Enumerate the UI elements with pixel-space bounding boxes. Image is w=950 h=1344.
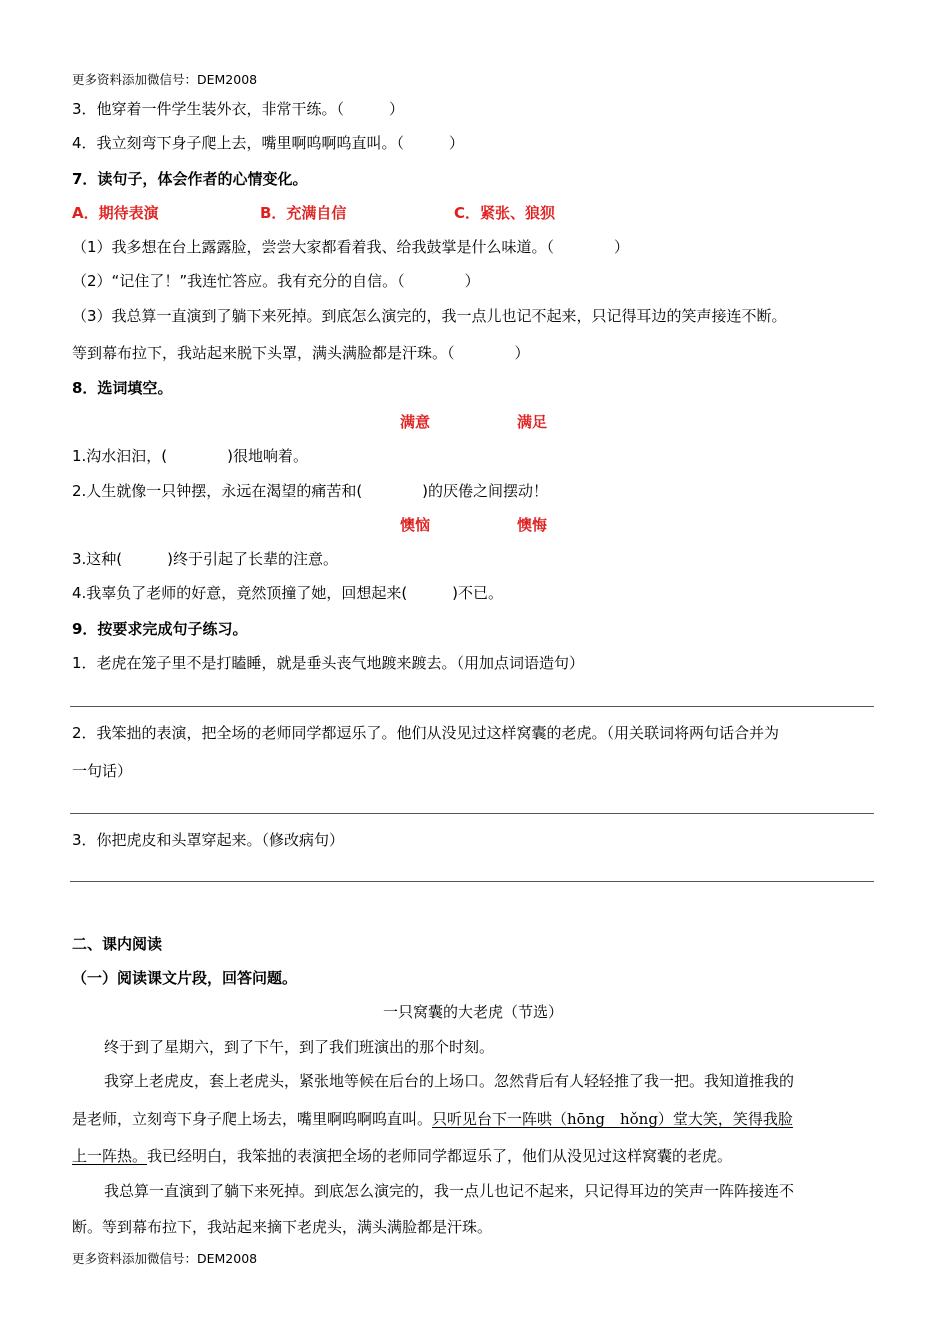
q7-title: 7．读句子，体会作者的心情变化。 — [72, 170, 308, 188]
q6-item-3: 3．他穿着一件学生装外衣，非常干练。（ ） — [72, 100, 405, 118]
q9-item-3: 3．你把虎皮和头罩穿起来。（修改病句） — [72, 831, 345, 849]
q8-item-2: 2.人生就像一只钟摆，永远在渴望的痛苦和( )的厌倦之间摆动！ — [72, 482, 549, 500]
q7-item-3-cont: 等到幕布拉下，我站起来脱下头罩，满头满脸都是汗珠。（ ） — [72, 344, 530, 362]
q7-item-1: （1）我多想在台上露露脸，尝尝大家都看着我、给我鼓掌是什么味道。（ ） — [72, 238, 630, 256]
passage-p2-line3 — [72, 1146, 874, 1166]
passage-p3-line1: 我总算一直演到了躺下来死掉。到底怎么演完的，我一点儿也记不起来，只记得耳边的笑声一阵阵接连不 — [104, 1182, 795, 1200]
q8-item-4: 4.我辜负了老师的好意，竟然顶撞了她，回想起来( )不已。 — [72, 584, 504, 602]
q6-item-4: 4．我立刻弯下身子爬上去，嘴里啊呜啊呜直叫。（ ） — [72, 134, 465, 152]
q8-title: 8．选词填空。 — [72, 379, 173, 397]
answer-line-1[interactable] — [70, 706, 874, 707]
q9-item-2-cont: 一句话） — [72, 762, 133, 780]
q8-word-manzu: 满足 — [517, 413, 548, 431]
q9-item-2: 2．我笨拙的表演，把全场的老师同学都逗乐了。他们从没见过这样窝囊的老虎。（用关联词将两句话合并为 — [72, 724, 780, 742]
passage-p3-line2: 断。等到幕布拉下，我站起来摘下老虎头，满头满脸都是汗珠。 — [72, 1218, 493, 1236]
answer-line-3[interactable] — [70, 881, 874, 882]
passage-p1: 终于到了星期六，到了下午，到了我们班演出的那个时刻。 — [104, 1038, 495, 1056]
q9-item-1: 1．老虎在笼子里不是打瞌睡，就是垂头丧气地踱来踱去。（用加点词语造句） — [72, 654, 585, 672]
q8-word-aonao: 懊恼 — [400, 516, 431, 534]
section-subheading: （一）阅读课文片段，回答问题。 — [72, 969, 298, 987]
q7-option-c: C．紧张、狼狈 — [454, 204, 556, 222]
q8-item-3: 3.这种( )终于引起了长辈的注意。 — [72, 550, 339, 568]
watermark-bottom: 更多资料添加微信号：DEM2008 — [72, 1251, 258, 1266]
q7-option-b: B．充满自信 — [260, 204, 347, 222]
passage-underlined-sentence: 只听见台下一阵哄（hōng hǒng）堂大笑，笑得我脸 — [432, 1110, 793, 1128]
passage-p2-line3-plain: 我已经明白，我笨拙的表演把全场的老师同学都逗乐了，他们从没见过这样窝囊的老虎。 — [147, 1147, 733, 1165]
q7-item-3: （3）我总算一直演到了躺下来死掉。到底怎么演完的，我一点儿也记不起来，只记得耳边的笑声接连不断。 — [72, 307, 787, 325]
passage-p2-line1: 我穿上老虎皮，套上老虎头，紧张地等候在后台的上场口。忽然背后有人轻轻推了我一把。我知道推我的 — [104, 1072, 795, 1090]
passage-title: 一只窝囊的大老虎（节选） — [382, 1003, 563, 1021]
section-heading: 二、课内阅读 — [72, 935, 163, 953]
q7-option-a: A．期待表演 — [72, 204, 159, 222]
q9-title: 9．按要求完成句子练习。 — [72, 620, 248, 638]
passage-p2-line2 — [72, 1109, 874, 1129]
q7-item-2: （2）“记住了！”我连忙答应。我有充分的自信。（ ） — [72, 272, 480, 290]
watermark-top: 更多资料添加微信号：DEM2008 — [72, 72, 258, 87]
passage-p2-line2-plain: 是老师，立刻弯下身子爬上场去，嘴里啊呜啊呜直叫。 — [72, 1110, 433, 1128]
q8-word-manyi: 满意 — [400, 413, 431, 431]
passage-underlined-sentence-end: 上一阵热。 — [72, 1147, 148, 1165]
q8-word-aohui: 懊悔 — [517, 516, 548, 534]
answer-line-2[interactable] — [70, 813, 874, 814]
q8-item-1: 1.沟水汩汩，( )很地响着。 — [72, 447, 309, 465]
